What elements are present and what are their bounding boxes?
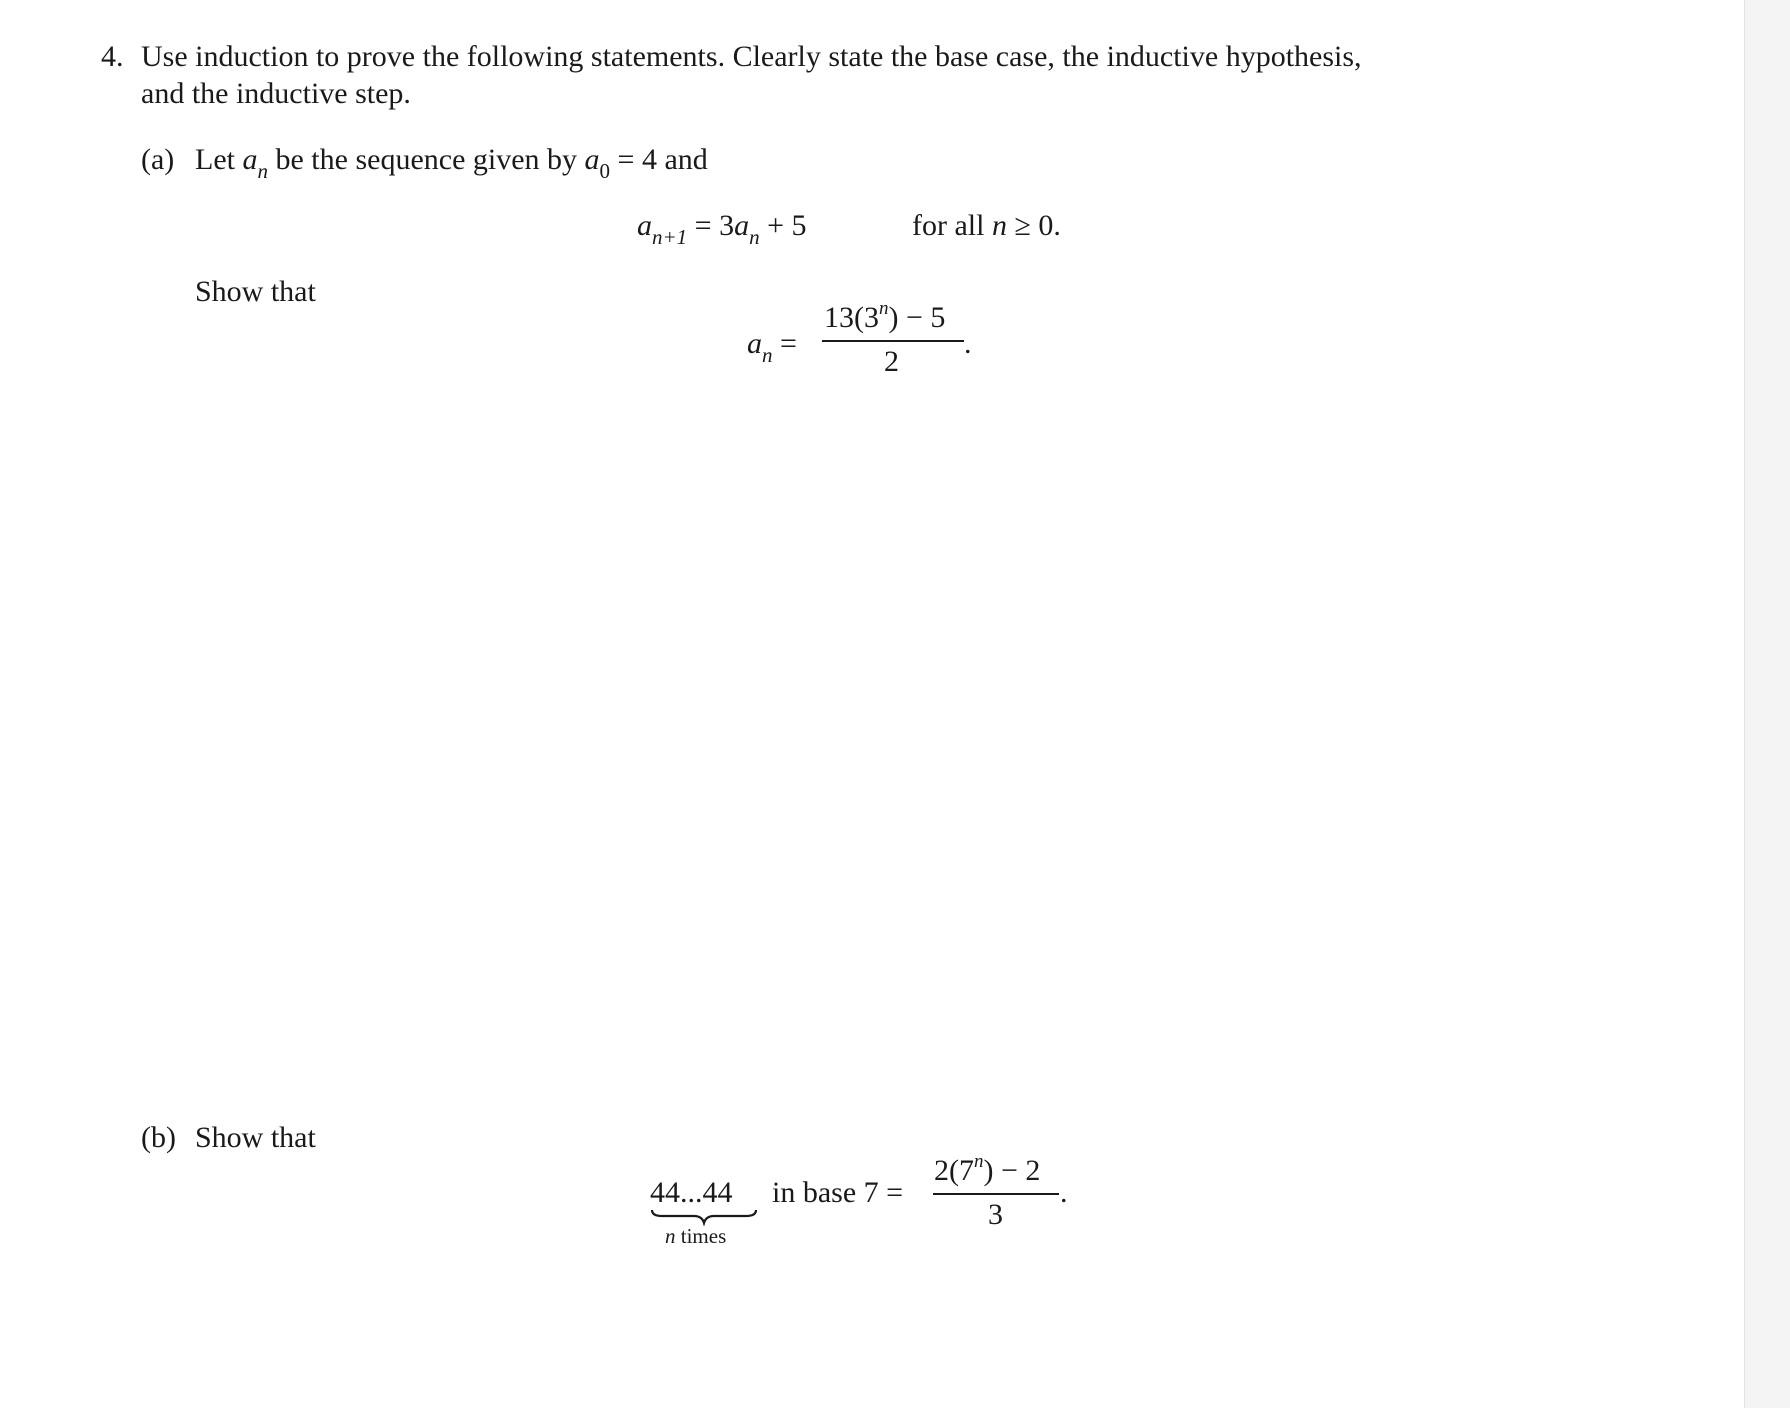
- part-b-show-that: Show that: [195, 1121, 316, 1154]
- formula-b-denominator: 3: [988, 1198, 1003, 1231]
- part-a-show-that: Show that: [195, 275, 316, 308]
- text-let: Let: [195, 143, 235, 176]
- text-be-sequence: be the sequence given by: [275, 143, 578, 176]
- recurrence-condition: for all n ≥ 0.: [912, 209, 1061, 242]
- formula-a-numerator: $13(3^n) - 5$: [824, 298, 946, 334]
- in-base-text: in base 7 =: [772, 1176, 904, 1209]
- formula-a-denominator: 2: [884, 345, 899, 378]
- formula-a-lhs: $a_n$ =: [747, 327, 797, 367]
- fraction-bar-a: [822, 340, 964, 342]
- text-eq-4-and: = 4 and: [617, 143, 708, 176]
- problem-number: 4.: [101, 40, 124, 73]
- repeated-digits: 44...44: [650, 1176, 733, 1209]
- problem-intro-line1: Use induction to prove the following statements. Clearly state the base case, the inductive hypothesis,: [141, 40, 1362, 73]
- part-a-label: (a): [141, 143, 175, 176]
- formula-b-period: .: [1060, 1176, 1068, 1209]
- scrollbar-track[interactable]: [1744, 0, 1790, 1408]
- formula-b-numerator: $2(7^n) - 2$: [934, 1151, 1041, 1187]
- var-a-n: $a_n$: [242, 143, 268, 183]
- var-a-0: $a_0$: [584, 143, 611, 183]
- recurrence-equation: $a_{n+1} = 3a_n + 5$: [637, 209, 807, 249]
- formula-a-period: .: [964, 327, 972, 360]
- brace-label: n times: [665, 1224, 727, 1248]
- fraction-bar-b: [933, 1193, 1059, 1195]
- part-a-statement: [195, 142, 708, 183]
- part-b-label: (b): [141, 1121, 176, 1154]
- problem-intro-line2: and the inductive step.: [141, 77, 411, 110]
